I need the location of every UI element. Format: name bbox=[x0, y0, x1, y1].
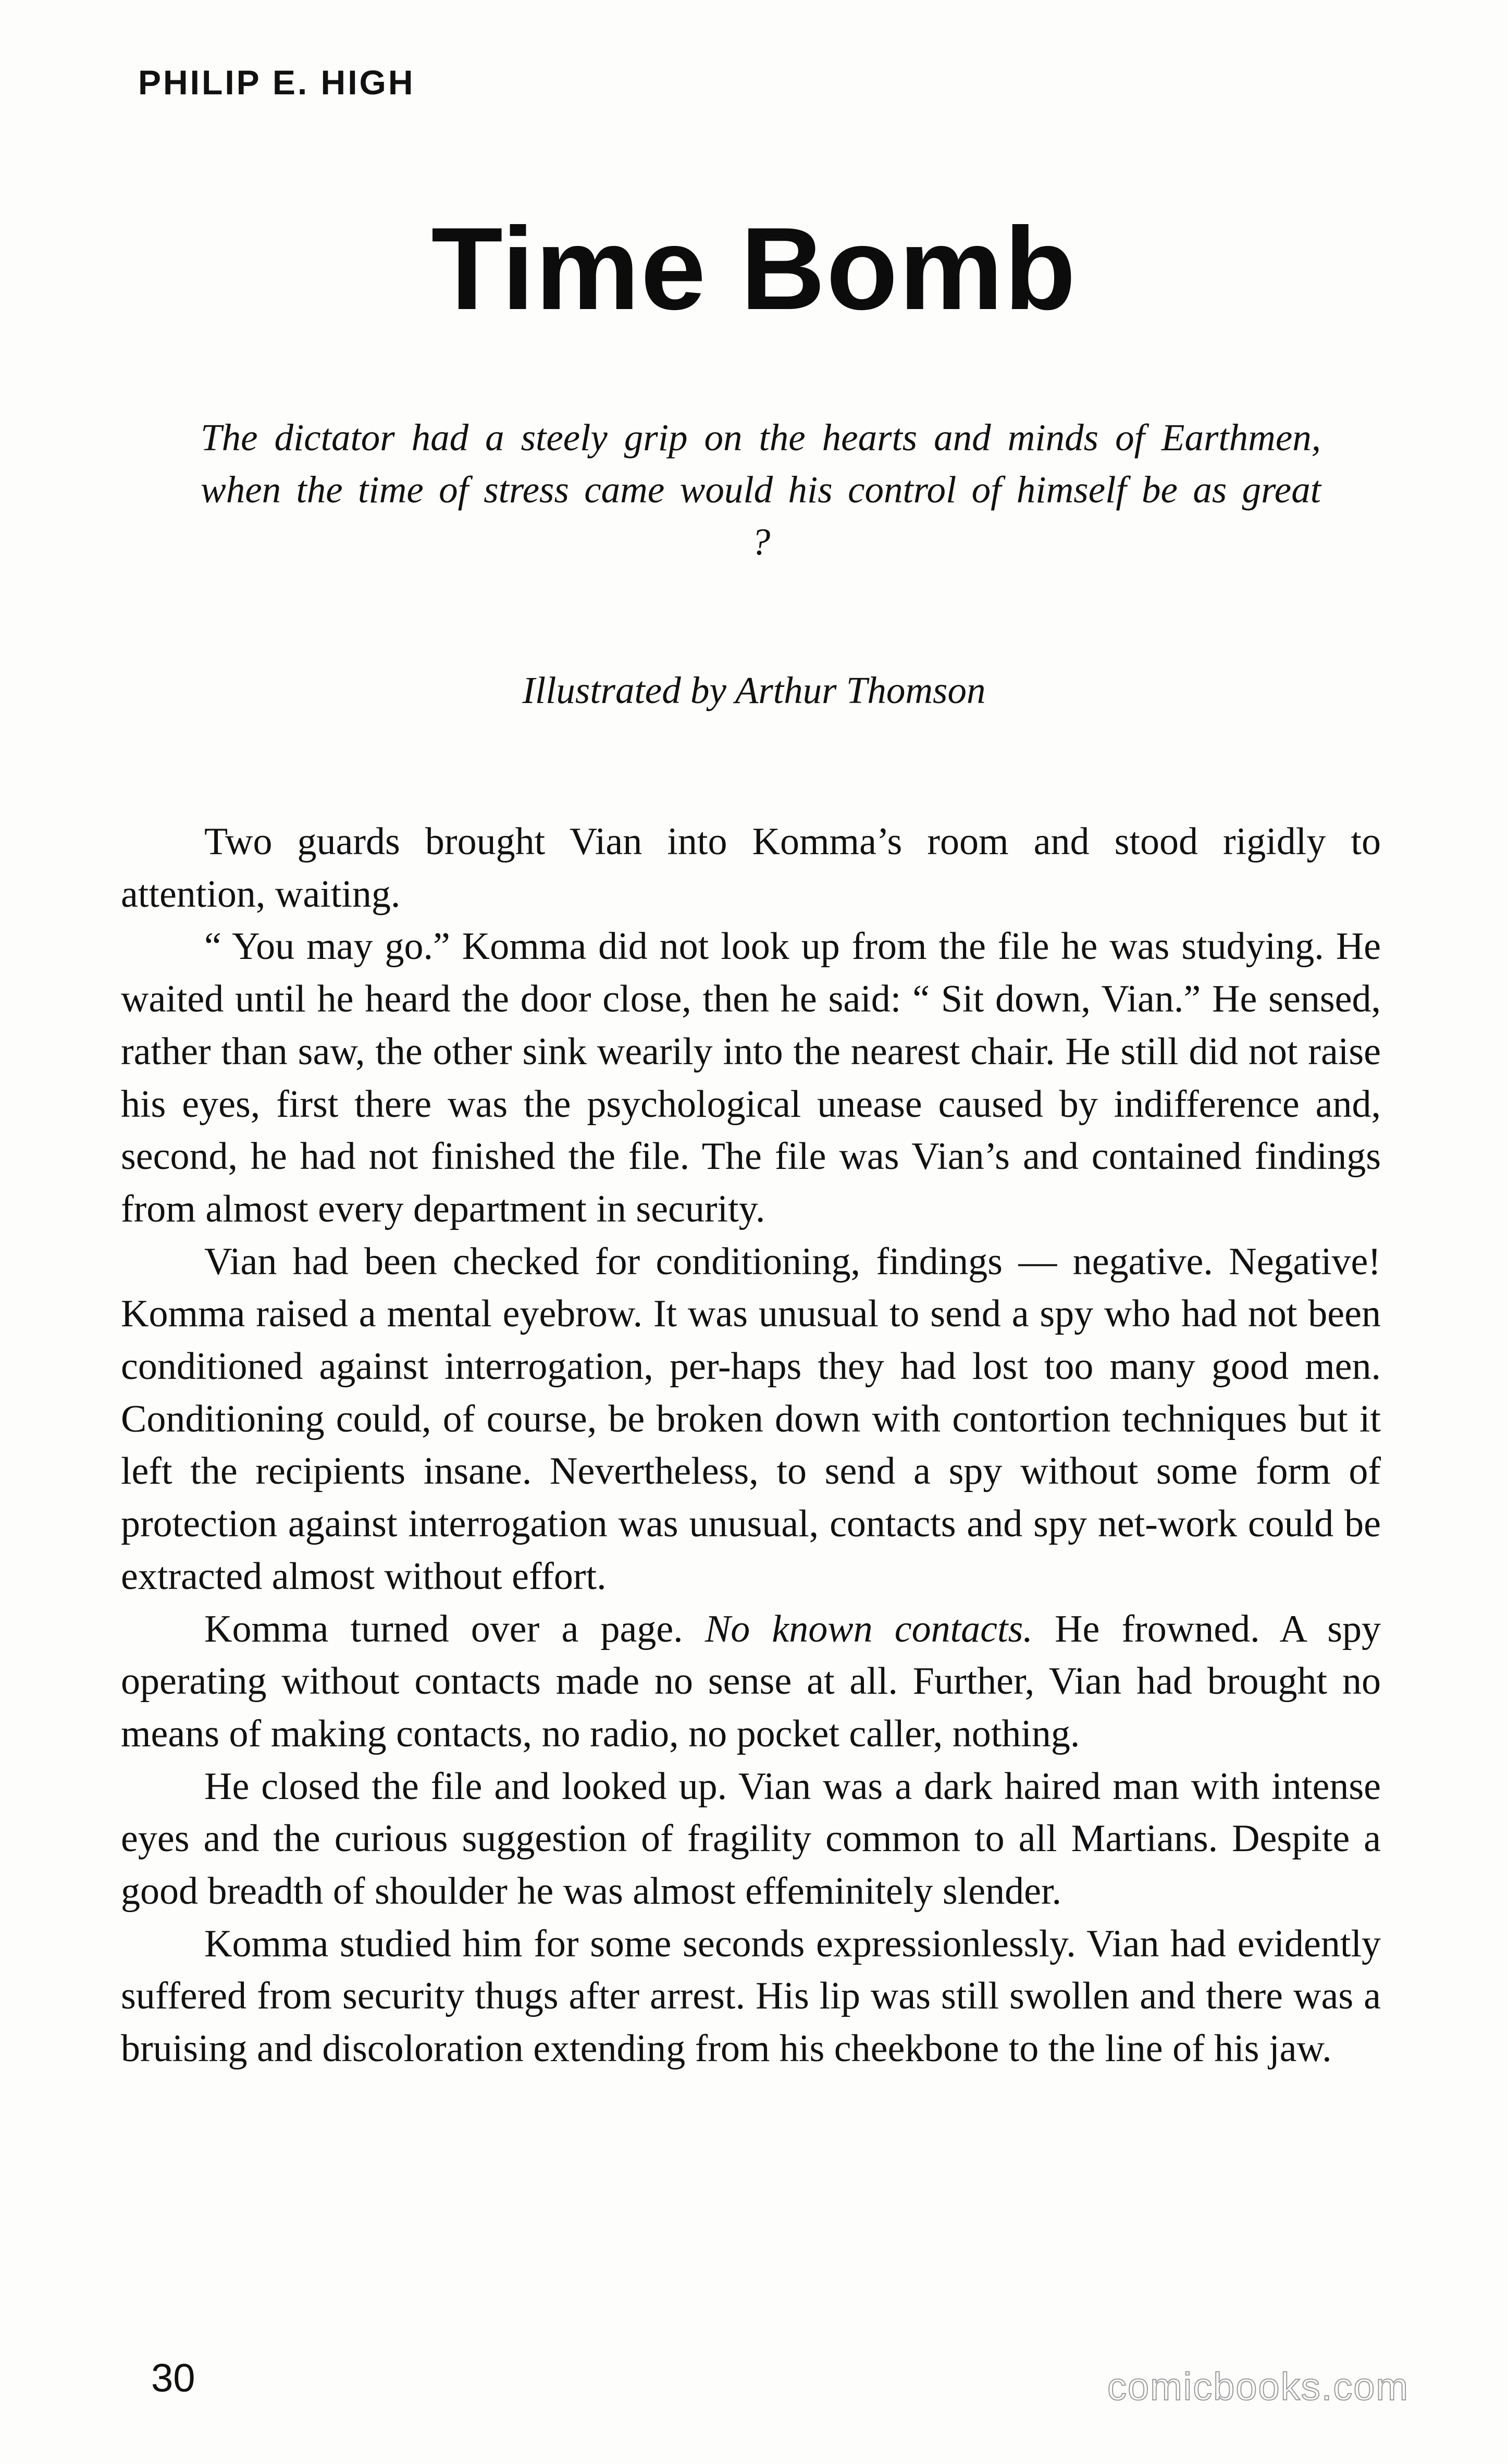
paragraph-4-start: Komma turned over a page. bbox=[204, 1607, 683, 1650]
story-subtitle: The dictator had a steely grip on the hearts and minds of Earthmen, when the time of stress came would his control of himself be as great ? bbox=[201, 416, 1321, 563]
illustrator-credit: Illustrated by Arthur Thomson bbox=[522, 669, 986, 711]
paragraph-4-italic: No known contacts. bbox=[704, 1607, 1033, 1650]
paragraph-1: Two guards brought Vian into Komma’s room and stood rigidly to attention, waiting. bbox=[121, 820, 1381, 916]
paragraph-4-end: He frowned. A spy operating without contacts made no sense at all. Further, Vian had brought no means of making contacts, no radio, no pocket caller, nothing. bbox=[121, 1607, 1381, 1755]
watermark: comicbooks.com bbox=[1107, 2365, 1410, 2408]
story-title: Time Bomb bbox=[431, 203, 1077, 334]
author-header: PHILIP E. HIGH bbox=[138, 63, 415, 102]
paragraph-6: Komma studied him for some seconds expressionlessly. Vian had evidently suffered from security thugs after arrest. His lip was still swollen and there was a bruising and discoloration extending from his cheekbone to the line of his jaw. bbox=[121, 1922, 1381, 2071]
story-body bbox=[121, 816, 1381, 2075]
paragraph-3: Vian had been checked for conditioning, findings — negative. Negative! Komma raised a mental eyebrow. It was unusual to send a spy who had not been conditioned against interrogation, per-haps they had lost too many good men. Conditioning could, of course, be broken down with contortion techniques but it left the recipients insane. Nevertheless, to send a spy without some form of protection against interrogation was unusual, contacts and spy net-work could be extracted almost without effort. bbox=[121, 1240, 1381, 1598]
page-number: 30 bbox=[151, 2356, 195, 2400]
paragraph-5: He closed the file and looked up. Vian was a dark haired man with intense eyes and the curious suggestion of fragility common to all Martians. Despite a good breadth of shoulder he was almost effeminitely slender. bbox=[121, 1765, 1381, 1913]
paragraph-4 bbox=[121, 1603, 1381, 1760]
paragraph-2: “ You may go.” Komma did not look up from the file he was studying. He waited until he heard the door close, then he said: “ Sit down, Vian.” He sensed, rather than saw, the other sink wearily into the nearest chair. He still did not raise his eyes, first there was the psychological unease caused by indifference and, second, he had not finished the file. The file was Vian’s and contained findings from almost every department in security. bbox=[121, 925, 1381, 1230]
